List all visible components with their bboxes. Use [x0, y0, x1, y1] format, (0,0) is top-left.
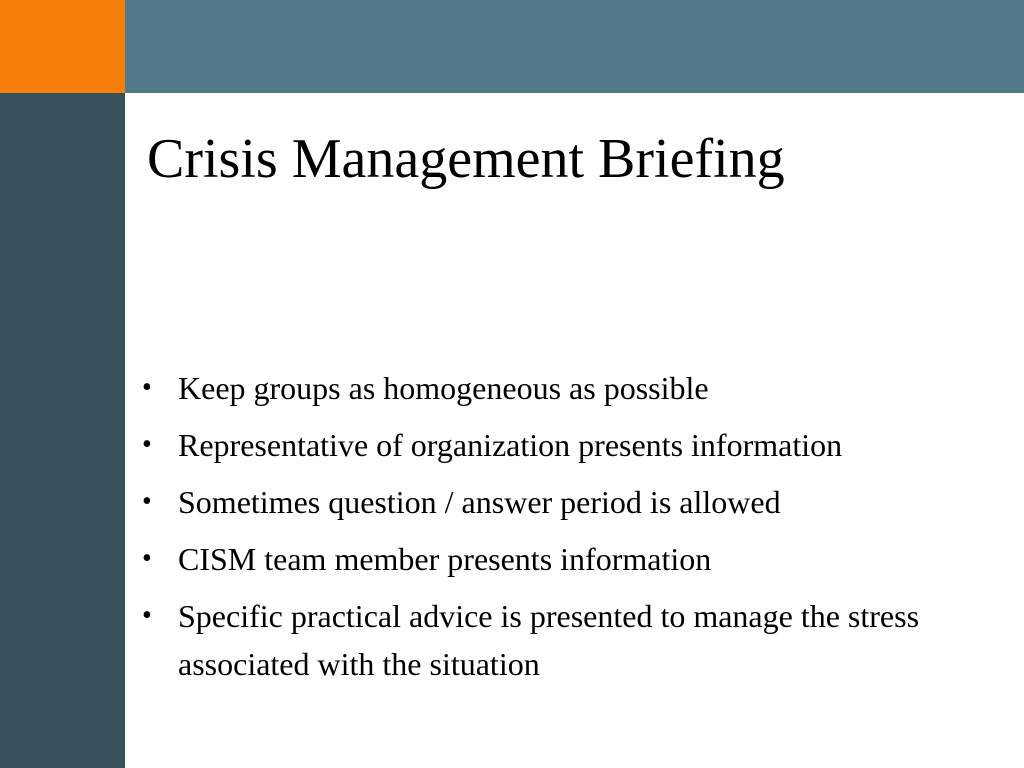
bullet-item — [140, 592, 960, 688]
bullet-dot-icon: • — [142, 372, 152, 403]
slide-title: Crisis Management Briefing — [147, 128, 785, 190]
bullet-text: Sometimes question / answer period is allowed — [178, 484, 781, 520]
bullet-dot-icon: • — [142, 486, 152, 517]
bullet-text: CISM team member presents information — [178, 541, 712, 577]
left-sidebar-bar — [0, 93, 125, 768]
bullet-item — [140, 478, 960, 526]
bullet-text: Representative of organization presents information — [178, 427, 843, 463]
bullet-item — [140, 421, 960, 469]
bullet-text: Keep groups as homogeneous as possible — [178, 370, 709, 406]
bullet-list — [140, 364, 960, 697]
bullet-dot-icon: • — [142, 600, 152, 631]
bullet-item — [140, 535, 960, 583]
bullet-text: Specific practical advice is presented to manage the stress associated with the situation — [178, 598, 920, 682]
top-header-band — [125, 0, 1024, 93]
corner-accent-block — [0, 0, 125, 93]
bullet-item — [140, 364, 960, 412]
bullet-dot-icon: • — [142, 429, 152, 460]
bullet-dot-icon: • — [142, 543, 152, 574]
